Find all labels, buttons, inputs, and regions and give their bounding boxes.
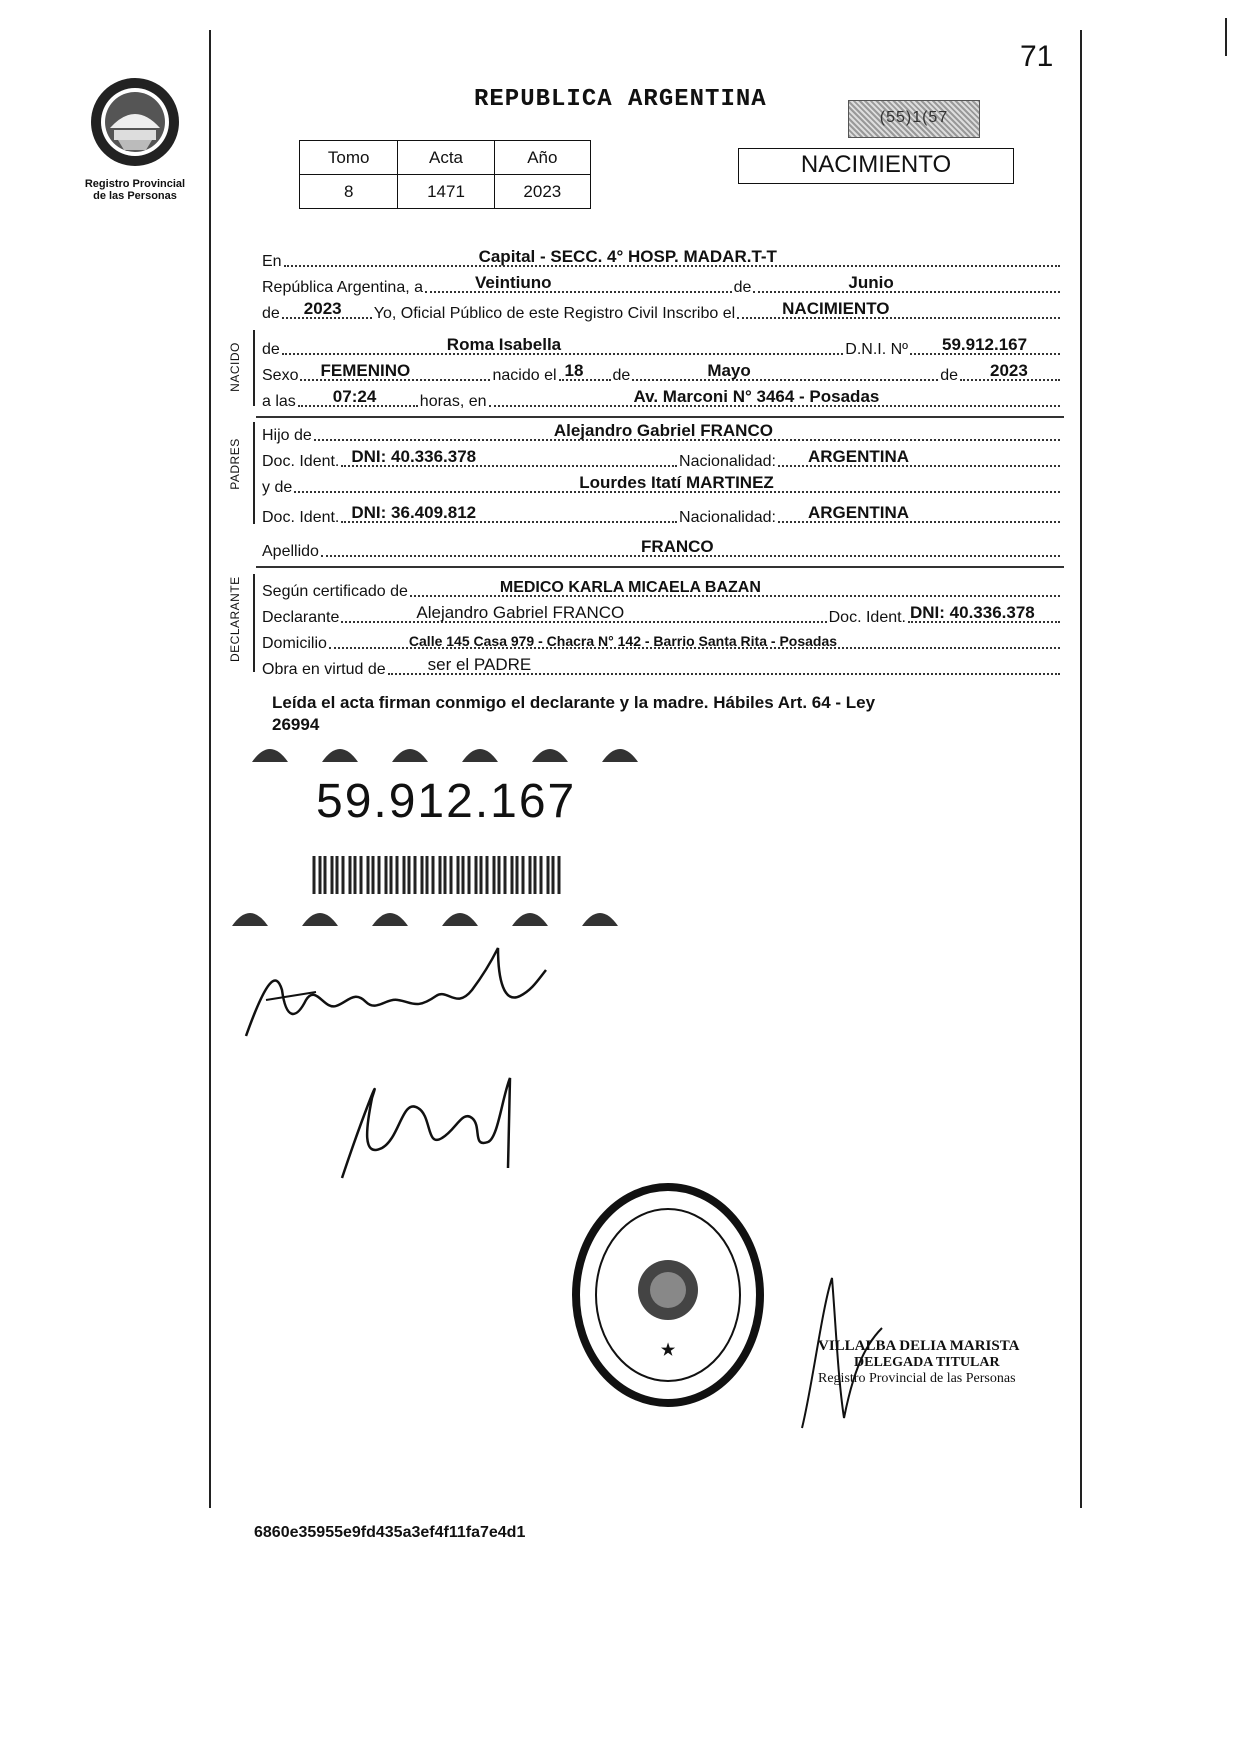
label-domicilio: Domicilio xyxy=(262,635,327,652)
side-label-nacido: NACIDO xyxy=(228,342,242,392)
row-obra xyxy=(262,653,1062,679)
left-margin-line xyxy=(209,30,211,1508)
official-seal xyxy=(568,1180,768,1410)
official-title: DELEGADA TITULAR xyxy=(854,1355,1000,1370)
logo-caption xyxy=(60,178,210,202)
act-type-box: NACIMIENTO xyxy=(738,148,1014,184)
field-line xyxy=(489,387,1060,407)
mother-signature xyxy=(322,1058,522,1188)
value-tipo-inscripcion: NACIMIENTO xyxy=(782,299,890,318)
official-name: VILLALBA DELIA MARISTA xyxy=(818,1338,1020,1354)
value-anio-nacimiento: 2023 xyxy=(990,361,1028,380)
row-lugar xyxy=(262,245,1062,271)
field-line xyxy=(282,335,843,355)
label-a-las: a las xyxy=(262,393,296,410)
official-office: Registro Provincial de las Personas xyxy=(818,1371,1016,1386)
field-line xyxy=(341,503,677,523)
registry-logo xyxy=(88,72,182,172)
row-madre-doc xyxy=(262,501,1062,527)
declarante-bracket xyxy=(253,574,255,672)
padres-bracket xyxy=(253,422,255,524)
label-horas-en: horas, en xyxy=(419,393,487,410)
label-apellido: Apellido xyxy=(262,543,319,560)
row-declarante xyxy=(262,601,1062,627)
page-number: 71 xyxy=(1020,40,1054,73)
closing-note-line2: 26994 xyxy=(272,715,320,734)
register-table-header: Acta xyxy=(398,141,494,175)
field-line xyxy=(753,273,1060,293)
value-dia-inscripcion: Veintiuno xyxy=(475,273,552,292)
value-lugar: Capital - SECC. 4° HOSP. MADAR.T-T xyxy=(478,247,777,266)
row-certificado xyxy=(262,575,1062,601)
official-stamp-text xyxy=(818,1338,1019,1387)
label-nacionalidad: Nacionalidad: xyxy=(679,509,776,526)
row-hora xyxy=(262,385,1062,411)
label-nacido-el: nacido el xyxy=(492,367,557,384)
field-line xyxy=(300,361,490,381)
document-hash: 6860e35955e9fd435a3ef4f11fa7e4d1 xyxy=(254,1524,526,1541)
row-padre xyxy=(262,419,1062,445)
value-hora: 07:24 xyxy=(332,387,377,406)
row-padre-doc xyxy=(262,445,1062,471)
label-segun-cert: Según certificado de xyxy=(262,583,408,600)
nacido-bracket xyxy=(253,330,255,406)
label-republica: República Argentina, a xyxy=(262,279,423,296)
field-line xyxy=(778,447,1060,467)
label-nacionalidad: Nacionalidad: xyxy=(679,453,776,470)
label-hijo-de: Hijo de xyxy=(262,427,312,444)
row-sexo xyxy=(262,359,1062,385)
value-apellido: FRANCO xyxy=(640,537,714,556)
label-yo-oficial: Yo, Oficial Público de este Registro Civil Inscribo el xyxy=(373,305,736,322)
dni-sticker xyxy=(222,726,662,936)
value-lugar-nacimiento: Av. Marconi N° 3464 - Posadas xyxy=(633,387,880,406)
register-table-value-row xyxy=(300,175,591,209)
field-line xyxy=(298,387,418,407)
value-anio-inscripcion: 2023 xyxy=(303,299,342,318)
control-stamp: (55)1(57 xyxy=(848,100,980,138)
field-line xyxy=(910,335,1060,355)
label-de: de xyxy=(733,279,752,296)
right-margin-line xyxy=(1080,30,1082,1508)
row-nombre xyxy=(262,333,1062,359)
value-nombre: Roma Isabella xyxy=(446,335,562,354)
register-table-cell: 8 xyxy=(300,175,398,209)
value-obra: ser el PADRE xyxy=(427,655,532,674)
field-line xyxy=(321,537,1060,557)
field-line xyxy=(632,361,938,381)
side-label-declarante: DECLARANTE xyxy=(228,576,242,662)
value-declarante: Alejandro Gabriel FRANCO xyxy=(416,603,625,622)
field-line xyxy=(282,299,372,319)
field-line xyxy=(425,273,732,293)
register-table-header: Tomo xyxy=(300,141,398,175)
register-table-header: Año xyxy=(494,141,590,175)
field-line xyxy=(294,473,1060,493)
row-apellido xyxy=(262,535,1062,561)
register-table-cell: 2023 xyxy=(494,175,590,209)
label-doc-ident: Doc. Ident. xyxy=(262,453,340,470)
field-line xyxy=(410,577,1060,597)
field-line xyxy=(341,447,677,467)
sticker-pattern-icon xyxy=(222,726,662,936)
label-de: de xyxy=(612,367,631,384)
field-line xyxy=(388,655,1060,675)
field-line xyxy=(778,503,1060,523)
label-doc-ident: Doc. Ident. xyxy=(828,609,906,626)
value-mes-inscripcion: Junio xyxy=(848,273,894,292)
label-sexo: Sexo xyxy=(262,367,299,384)
dni-sticker-number: 59.912.167 xyxy=(316,775,577,828)
svg-text:★: ★ xyxy=(660,1342,676,1359)
label-en: En xyxy=(262,253,282,270)
section-divider xyxy=(256,416,1064,418)
label-de: de xyxy=(940,367,958,384)
register-table-cell: 1471 xyxy=(398,175,494,209)
declarant-signature xyxy=(236,940,556,1050)
section-divider xyxy=(256,566,1064,568)
label-dni: D.N.I. Nº xyxy=(845,341,908,358)
field-line xyxy=(737,299,1060,319)
label-doc-ident: Doc. Ident. xyxy=(262,509,340,526)
closing-note-line1: Leída el acta firman conmigo el declarante y la madre. Hábiles Art. 64 - Ley xyxy=(272,693,876,712)
value-declarante-doc: DNI: 40.336.378 xyxy=(910,603,1035,622)
value-domicilio: Calle 145 Casa 979 - Chacra N° 142 - Barrio Santa Rita - Posadas xyxy=(408,633,838,649)
label-y-de: y de xyxy=(262,479,293,496)
label-obra: Obra en virtud de xyxy=(262,661,386,678)
value-padre-nacionalidad: ARGENTINA xyxy=(808,447,910,466)
value-padre: Alejandro Gabriel FRANCO xyxy=(553,421,773,440)
register-table-header-row xyxy=(300,141,591,175)
field-line xyxy=(960,361,1060,381)
side-label-padres: PADRES xyxy=(228,438,242,490)
label-declarante: Declarante xyxy=(262,609,340,626)
field-line xyxy=(341,603,826,623)
row-domicilio xyxy=(262,627,1062,653)
value-madre-doc: DNI: 36.409.812 xyxy=(351,503,477,522)
value-padre-doc: DNI: 40.336.378 xyxy=(351,447,477,466)
value-mes-nacimiento: Mayo xyxy=(707,361,751,380)
field-line xyxy=(314,421,1060,441)
edge-mark xyxy=(1225,18,1227,56)
field-line xyxy=(329,629,1060,649)
label-de: de xyxy=(262,341,280,358)
register-table xyxy=(299,140,591,209)
field-line xyxy=(559,361,611,381)
value-certificado: MEDICO KARLA MICAELA BAZAN xyxy=(499,579,761,596)
logo-caption-line2: de las Personas xyxy=(93,190,177,202)
value-madre: Lourdes Itatí MARTINEZ xyxy=(579,473,774,492)
row-fecha-inscripcion xyxy=(262,271,1062,297)
field-line xyxy=(284,247,1060,267)
value-dia-nacimiento: 18 xyxy=(564,361,584,380)
coat-of-arms-icon xyxy=(88,72,182,172)
value-sexo: FEMENINO xyxy=(320,361,411,380)
document-title: REPUBLICA ARGENTINA xyxy=(474,86,767,113)
field-line xyxy=(908,603,1060,623)
value-dni: 59.912.167 xyxy=(942,335,1028,354)
logo-caption-line1: Registro Provincial xyxy=(84,178,186,190)
row-inscripcion xyxy=(262,297,1062,323)
row-madre xyxy=(262,471,1062,497)
value-madre-nacionalidad: ARGENTINA xyxy=(808,503,910,522)
label-de: de xyxy=(262,305,280,322)
